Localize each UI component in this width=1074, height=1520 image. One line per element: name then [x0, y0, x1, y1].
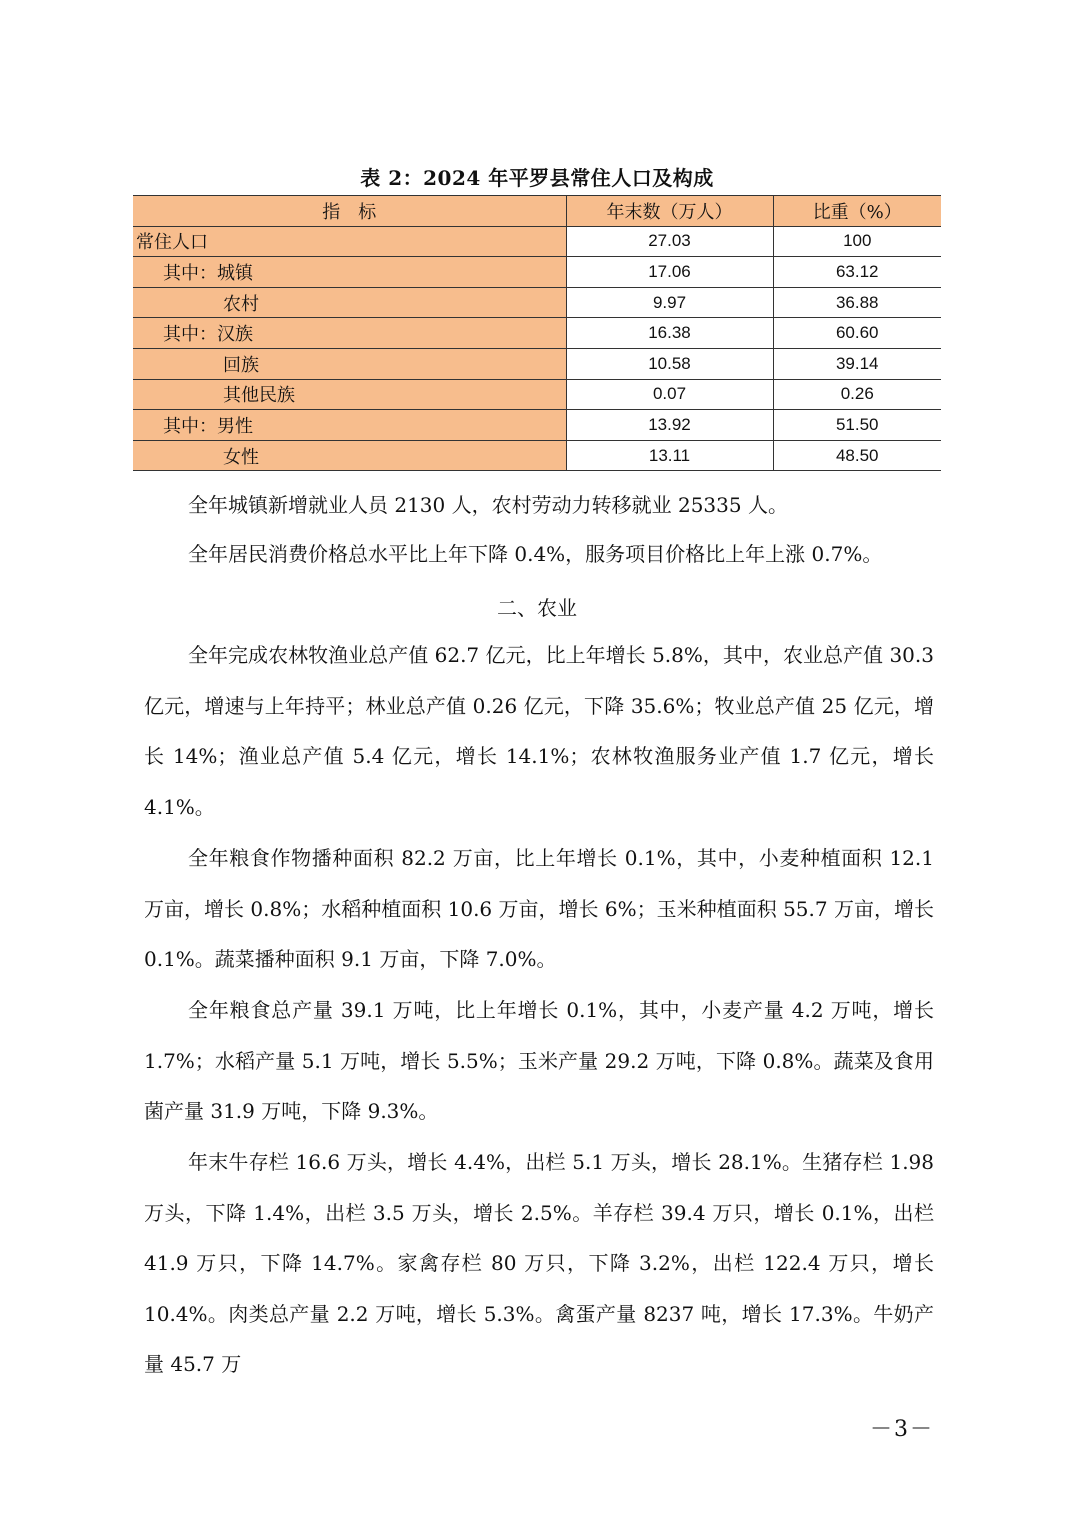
row-value: 9.97: [566, 287, 773, 318]
table-row: [133, 348, 941, 379]
row-share: 100: [773, 226, 941, 257]
table-row: [133, 318, 941, 349]
paragraph-employment: 全年城镇新增就业人员 2130 人，农村劳动力转移就业 25335 人。: [188, 493, 788, 517]
row-share: 63.12: [773, 257, 941, 288]
row-label: 其中：城镇: [133, 257, 566, 288]
table-header-row: [133, 196, 941, 227]
row-share: 0.26: [773, 379, 941, 410]
row-label: 常住人口: [133, 226, 566, 257]
row-share: 51.50: [773, 410, 941, 441]
paragraph-output-value: 全年完成农林牧渔业总产值 62.7 亿元，比上年增长 5.8%，其中，农业总产值 30.3 亿元，增速与上年持平；林业总产值 0.26 亿元，下降 35.6%；牧业总产值 25 亿元，增长 14%；渔业总产值 5.4 亿元，增长 14.1%；农林牧渔服务业产值 1.7 亿元，增长 4.1%。: [144, 643, 934, 819]
table-row: [133, 410, 941, 441]
row-value: 27.03: [566, 226, 773, 257]
row-share: 39.14: [773, 348, 941, 379]
paragraph-cpi: 全年居民消费价格总水平比上年下降 0.4%，服务项目价格比上年上涨 0.7%。: [188, 542, 883, 566]
row-label: 其中：汉族: [133, 318, 566, 349]
table-title: 表 2：2024 年平罗县常住人口及构成: [360, 166, 714, 190]
table-row: [133, 440, 941, 471]
page-number: －3－: [870, 1417, 934, 1442]
row-value: 13.11: [566, 440, 773, 471]
paragraph-livestock: 年末牛存栏 16.6 万头，增长 4.4%，出栏 5.1 万头，增长 28.1%。生猪存栏 1.98 万头，下降 1.4%，出栏 3.5 万头，增长 2.5%。羊存栏 39.4 万只，增长 0.1%，出栏 41.9 万只，下降 14.7%。家禽存栏 80 万只，下降 3.2%，出栏 122.4 万只，增长 10.4%。肉类总产量 2.2 万吨，增长 5.3%。禽蛋产量 8237 吨，增长 17.3%。牛奶产量 45.7 万: [144, 1150, 934, 1376]
header-share: 比重（%）: [773, 196, 941, 227]
row-value: 0.07: [566, 379, 773, 410]
row-share: 36.88: [773, 287, 941, 318]
row-value: 17.06: [566, 257, 773, 288]
row-value: 13.92: [566, 410, 773, 441]
header-year-end: 年末数（万人）: [566, 196, 773, 227]
header-indicator: 指 标: [133, 196, 566, 227]
row-label: 农村: [133, 287, 566, 318]
paragraph-grain-output: 全年粮食总产量 39.1 万吨，比上年增长 0.1%，其中，小麦产量 4.2 万吨，增长 1.7%；水稻产量 5.1 万吨，增长 5.5%；玉米产量 29.2 万吨，下降 0.8%。蔬菜及食用菌产量 31.9 万吨，下降 9.3%。: [144, 998, 934, 1123]
table-row: [133, 226, 941, 257]
row-label: 女性: [133, 440, 566, 471]
row-label: 其中：男性: [133, 410, 566, 441]
section-heading: 二、农业: [497, 596, 577, 620]
table-row: [133, 257, 941, 288]
row-share: 48.50: [773, 440, 941, 471]
row-value: 10.58: [566, 348, 773, 379]
table-row: [133, 379, 941, 410]
row-share: 60.60: [773, 318, 941, 349]
table-row: [133, 287, 941, 318]
row-label: 回族: [133, 348, 566, 379]
paragraph-sown-area: 全年粮食作物播种面积 82.2 万亩，比上年增长 0.1%，其中，小麦种植面积 12.1 万亩，增长 0.8%；水稻种植面积 10.6 万亩，增长 6%；玉米种植面积 55.7 万亩，增长 0.1%。蔬菜播种面积 9.1 万亩，下降 7.0%。: [144, 846, 934, 971]
row-value: 16.38: [566, 318, 773, 349]
row-label: 其他民族: [133, 379, 566, 410]
population-table: [133, 195, 941, 471]
